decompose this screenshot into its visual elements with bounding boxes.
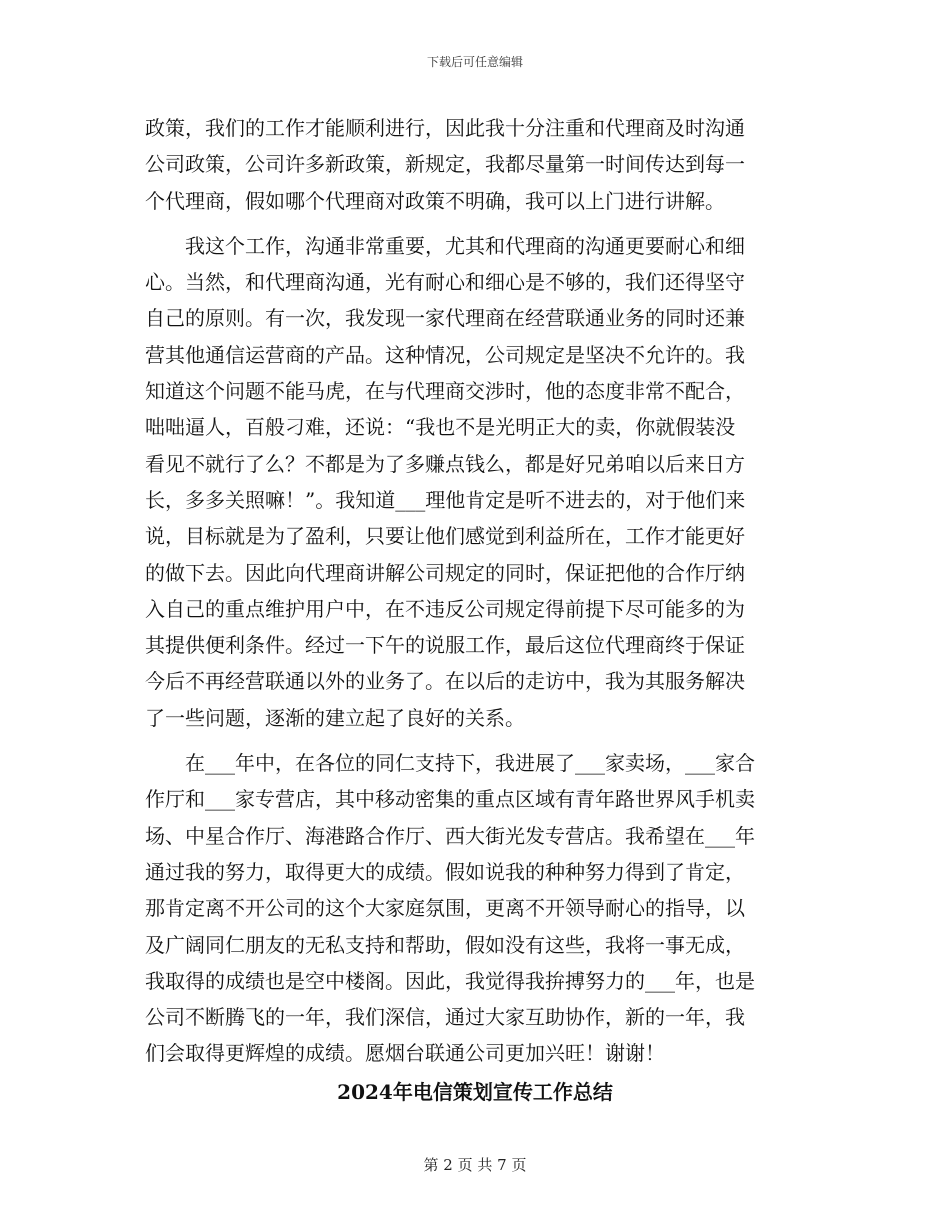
text-line: 通过我的努力，取得更大的成绩。假如说我的种种努力得到了肯定，	[145, 859, 745, 884]
text-line: 知道这个问题不能马虎，在与代理商交涉时，他的态度非常不配合，	[145, 379, 745, 404]
text-line: 自己的原则。有一次，我发现一家代理商在经营联通业务的同时还兼	[145, 306, 745, 331]
text-line: 入自己的重点维护用户中，在不违反公司规定得前提下尽可能多的为	[145, 596, 745, 621]
page-header: 下载后可任意编辑	[426, 55, 523, 69]
text-line: 营其他通信运营商的产品。这种情况，公司规定是坚决不允许的。我	[145, 342, 745, 367]
paragraph-3	[145, 745, 810, 1072]
text-line: 政策，我们的工作才能顺利进行，因此我十分注重和代理商及时沟通	[145, 116, 745, 140]
page-number: 第 2 页 共 7 页	[423, 1156, 527, 1174]
text-line: 我取得的成绩也是空中楼阁。因此，我觉得我拚搏努力的___年，也是	[145, 968, 755, 993]
text-line: 我这个工作，沟通非常重要，尤其和代理商的沟通更要耐心和细	[185, 233, 745, 258]
text-line: 咄咄逼人，百般刁难，还说：“我也不是光明正大的卖，你就假装没	[145, 415, 736, 440]
document-body	[145, 110, 810, 1072]
text-line: 心。当然，和代理商沟通，光有耐心和细心是不够的，我们还得坚守	[145, 270, 745, 295]
text-line: 及广阔同仁朋友的无私支持和帮助，假如没有这些，我将一事无成，	[145, 932, 745, 957]
text-line: 今后不再经营联通以外的业务了。在以后的走访中，我为其服务解决	[145, 669, 745, 694]
text-line: 公司政策，公司许多新政策，新规定，我都尽量第一时间传达到每一	[145, 152, 745, 177]
text-line: 的做下去。因此向代理商讲解公司规定的同时，保证把他的合作厅纳	[145, 560, 745, 585]
text-line: 公司不断腾飞的一年，我们深信，通过大家互助协作，新的一年，我	[145, 1005, 745, 1030]
text-line: 看见不就行了么？不都是为了多赚点钱么，都是好兄弟咱以后来日方	[145, 451, 745, 476]
text-line: 说，目标就是为了盈利，只要让他们感觉到利益所在，工作才能更好	[145, 524, 745, 549]
paragraph-2	[145, 228, 810, 736]
text-line: 场、中星合作厅、海港路合作厅、西大街光发专营店。我希望在___年	[145, 823, 755, 848]
section-title: 2024年电信策划宣传工作总结	[337, 1080, 613, 1104]
text-line: 了一些问题，逐渐的建立起了良好的关系。	[145, 705, 525, 730]
text-line: 作厅和___家专营店，其中移动密集的重点区域有青年路世界风手机卖	[145, 787, 755, 812]
text-line: 长，多多关照嘛！”。我知道___理他肯定是听不进去的，对于他们来	[145, 487, 746, 512]
text-line: 那肯定离不开公司的这个大家庭氛围，更离不开领导耐心的指导，以	[145, 896, 745, 921]
text-line: 个代理商，假如哪个代理商对政策不明确，我可以上门进行讲解。	[145, 188, 725, 213]
text-line: 在___年中，在各位的同仁支持下，我进展了___家卖场，___家合	[185, 751, 755, 776]
paragraph-1	[145, 110, 810, 219]
text-line: 其提供便利条件。经过一下午的说服工作，最后这位代理商终于保证	[145, 633, 745, 658]
text-line: 们会取得更辉煌的成绩。愿烟台联通公司更加兴旺！谢谢！	[145, 1041, 665, 1066]
